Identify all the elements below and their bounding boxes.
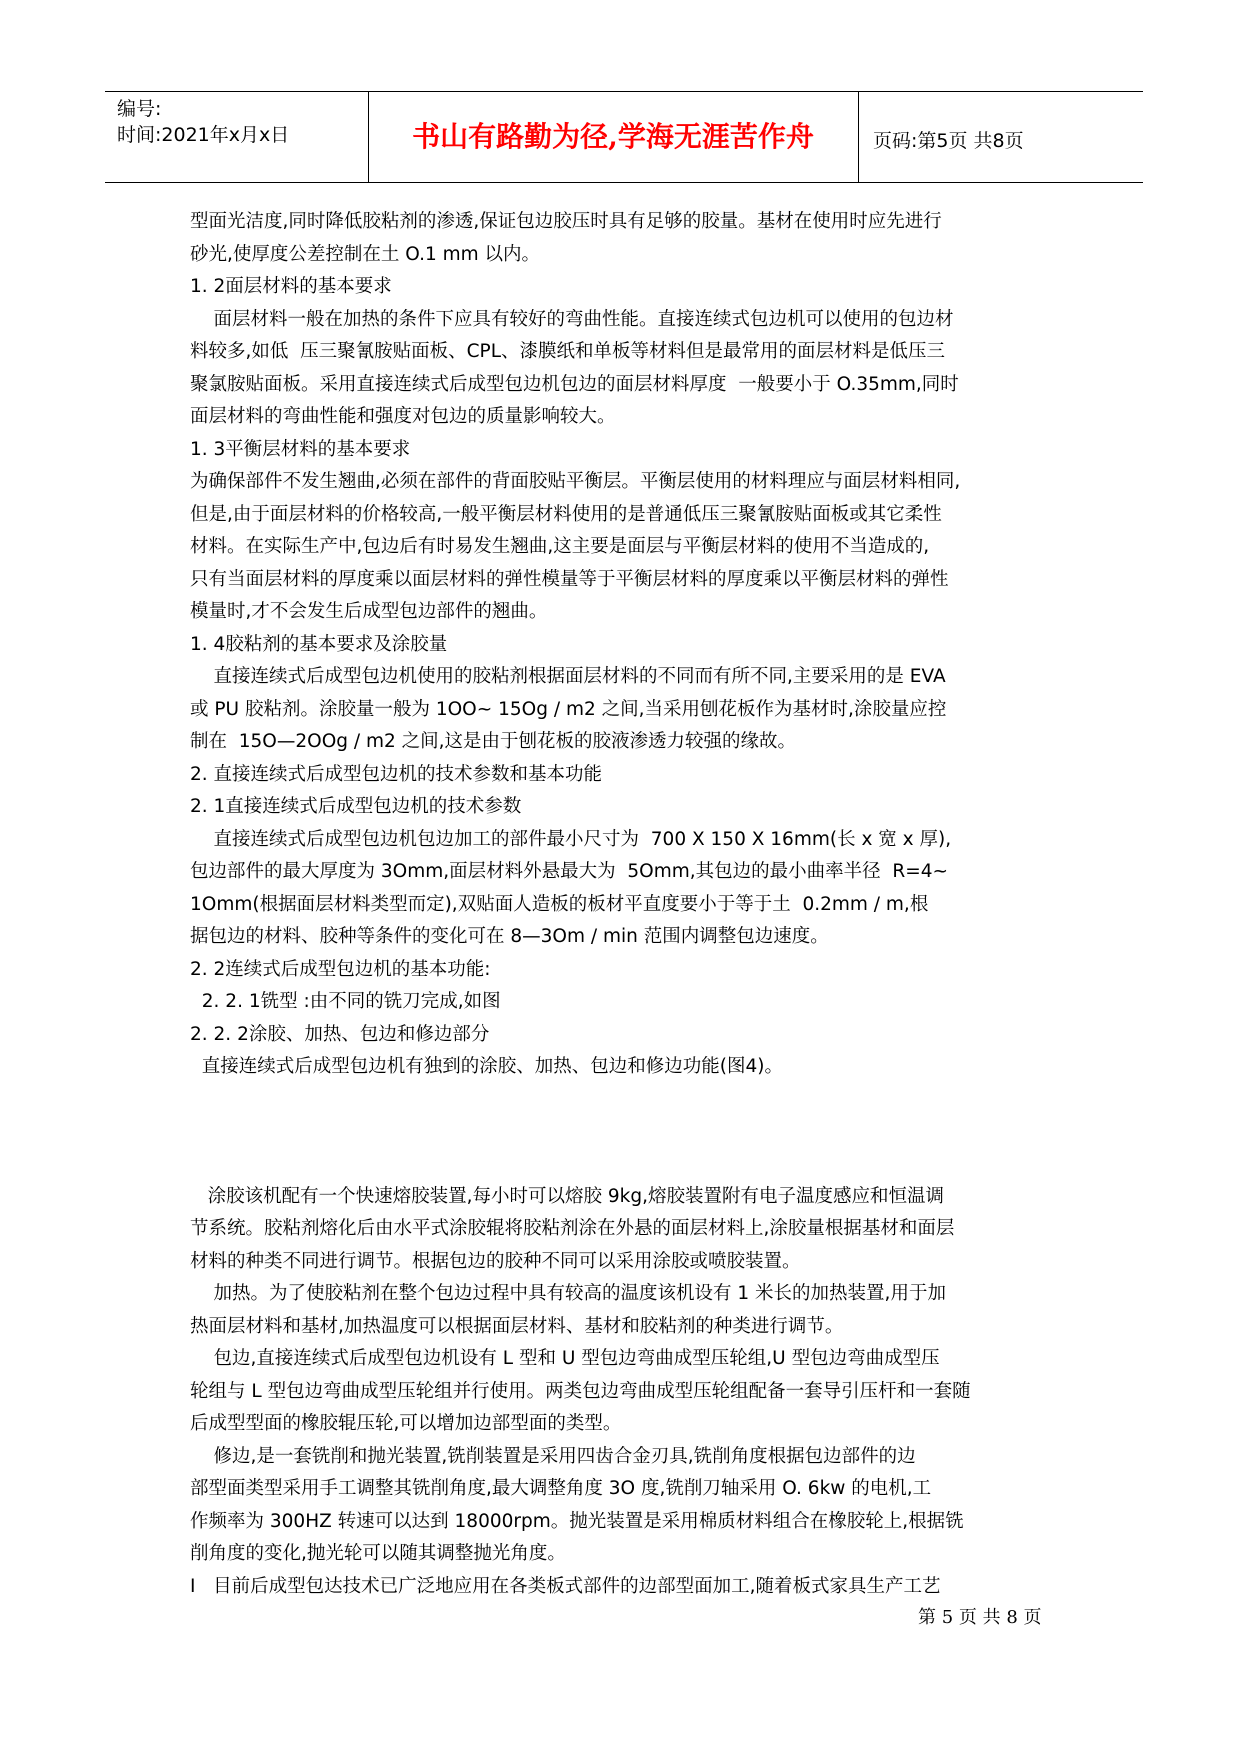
text-line: 2. 2. 2涂胶、加热、包边和修边部分 xyxy=(190,1023,490,1045)
text-line: 热面层材料和基材,加热温度可以根据面层材料、基材和胶粘剂的种类进行调节。 xyxy=(190,1315,844,1337)
text-line: 材料的种类不同进行调节。根据包边的胶种不同可以采用涂胶或喷胶装置。 xyxy=(190,1250,801,1272)
text-line: 材料。在实际生产中,包边后有时易发生翘曲,这主要是面层与平衡层材料的使用不当造成的, xyxy=(190,536,930,557)
text-line: 节系统。胶粘剂熔化后由水平式涂胶辊将胶粘剂涂在外悬的面层材料上,涂胶量根据基材和面层 xyxy=(190,1218,955,1239)
text-line: 面层材料一般在加热的条件下应具有较好的弯曲性能。直接连续式包边机可以使用的包边材 xyxy=(190,308,954,330)
text-line: 2. 1直接连续式后成型包边机的技术参数 xyxy=(190,796,522,817)
text-line: 据包边的材料、胶种等条件的变化可在 8—3Om / min 范围内调整包边速度。 xyxy=(190,926,829,947)
text-line: 包边,直接连续式后成型包边机设有 L 型和 U 型包边弯曲成型压轮组,U 型包边弯曲成型压 xyxy=(190,1348,940,1369)
text-line: 1Omm(根据面层材料类型而定),双贴面人造板的板材平直度要小于等于土 0.2mm / m,根 xyxy=(190,893,929,915)
text-line: 修边,是一套铣削和抛光装置,铣削装置是采用四齿合金刃具,铣削角度根据包边部件的边 xyxy=(190,1445,916,1467)
text-line: 2. 直接连续式后成型包边机的技术参数和基本功能 xyxy=(190,763,603,785)
text-line: 1. 3平衡层材料的基本要求 xyxy=(190,438,411,460)
text-line: 后成型型面的橡胶辊压轮,可以增加边部型面的类型。 xyxy=(190,1413,622,1434)
text-line: 1. 4胶粘剂的基本要求及涂胶量 xyxy=(190,633,448,655)
text-line: 作频率为 300HZ 转速可以达到 18000rpm。抛光装置是采用棉质材料组合在橡胶轮上,根据铣 xyxy=(190,1510,964,1532)
text-line: 轮组与 L 型包边弯曲成型压轮组并行使用。两类包边弯曲成型压轮组配备一套导引压杆和一套随 xyxy=(190,1380,971,1402)
text-line: 包边部件的最大厚度为 3Omm,面层材料外悬最大为 5Omm,其包边的最小曲率半径 R=4~ xyxy=(190,861,949,882)
text-line: 直接连续式后成型包边机使用的胶粘剂根据面层材料的不同而有所不同,主要采用的是 EVA xyxy=(190,666,946,687)
text-line: 2. 2. 1铣型 :由不同的铣刀完成,如图 xyxy=(190,991,501,1012)
document-number-label: 编号: xyxy=(117,98,162,120)
text-line: 削角度的变化,抛光轮可以随其调整抛光角度。 xyxy=(190,1543,566,1564)
text-line: 为确保部件不发生翘曲,必须在部件的背面胶贴平衡层。平衡层使用的材料理应与面层材料相同, xyxy=(190,471,961,492)
header-divider-right xyxy=(858,91,859,182)
text-line: 型面光洁度,同时降低胶粘剂的渗透,保证包边胶压时具有足够的胶量。基材在使用时应先进行 xyxy=(190,211,942,232)
text-line: 只有当面层材料的厚度乘以面层材料的弹性模量等于平衡层材料的厚度乘以平衡层材料的弹性 xyxy=(190,568,949,590)
text-line: 但是,由于面层材料的价格较高,一般平衡层材料使用的是普通低压三聚氰胺贴面板或其它柔性 xyxy=(190,503,942,525)
figure-gap xyxy=(190,1084,1065,1181)
body-section-top xyxy=(190,206,1065,1084)
document-time-label: 时间:2021年x月x日 xyxy=(117,124,290,146)
page-footer: 第 5 页 共 8 页 xyxy=(918,1607,1042,1628)
document-body xyxy=(190,206,1065,1603)
header-bottom-rule xyxy=(105,182,1143,183)
text-line: 制在 15O—2OOg / m2 之间,这是由于刨花板的胶液渗透力较强的缘故。 xyxy=(190,731,797,752)
text-line: 面层材料的弯曲性能和强度对包边的质量影响较大。 xyxy=(190,406,616,427)
text-line: 部型面类型采用手工调整其铣削角度,最大调整角度 3O 度,铣削刀轴采用 O. 6kw 的电机,工 xyxy=(190,1478,932,1499)
text-line: 直接连续式后成型包边机有独到的涂胶、加热、包边和修边功能(图4)。 xyxy=(190,1056,783,1077)
text-line: 砂光,使厚度公差控制在土 O.1 mm 以内。 xyxy=(190,243,541,265)
text-line: 模量时,才不会发生后成型包边部件的翘曲。 xyxy=(190,601,548,622)
body-section-bottom xyxy=(190,1181,1065,1604)
text-line: 2. 2连续式后成型包边机的基本功能: xyxy=(190,958,491,980)
text-line: 1. 2面层材料的基本要求 xyxy=(190,276,392,297)
text-line: 料较多,如低 压三聚氰胺贴面板、CPL、漆膜纸和单板等材料但是最常用的面层材料是低压三 xyxy=(190,341,946,362)
text-line: 直接连续式后成型包边机包边加工的部件最小尺寸为 700 X 150 X 16mm(长 x 宽 x 厚), xyxy=(190,828,952,850)
text-line: 涂胶该机配有一个快速熔胶装置,每小时可以熔胶 9kg,熔胶装置附有电子温度感应和恒温调 xyxy=(190,1185,945,1207)
header-motto: 书山有路勤为径,学海无涯苦作舟 xyxy=(412,120,814,153)
text-line: 加热。为了使胶粘剂在整个包边过程中具有较高的温度该机设有 1 米长的加热装置,用于加 xyxy=(190,1283,946,1304)
text-line: I 目前后成型包达技术已广泛地应用在各类板式部件的边部型面加工,随着板式家具生产工艺 xyxy=(190,1575,941,1597)
header-top-rule xyxy=(105,91,1143,92)
page-number-label: 页码:第5页 共8页 xyxy=(873,130,1024,152)
text-line: 聚氯胺贴面板。采用直接连续式后成型包边机包边的面层材料厚度 一般要小于 O.35mm,同时 xyxy=(190,373,959,395)
text-line: 或 PU 胶粘剂。涂胶量一般为 1OO~ 15Og / m2 之间,当采用刨花板作为基材时,涂胶量应控 xyxy=(190,698,947,720)
